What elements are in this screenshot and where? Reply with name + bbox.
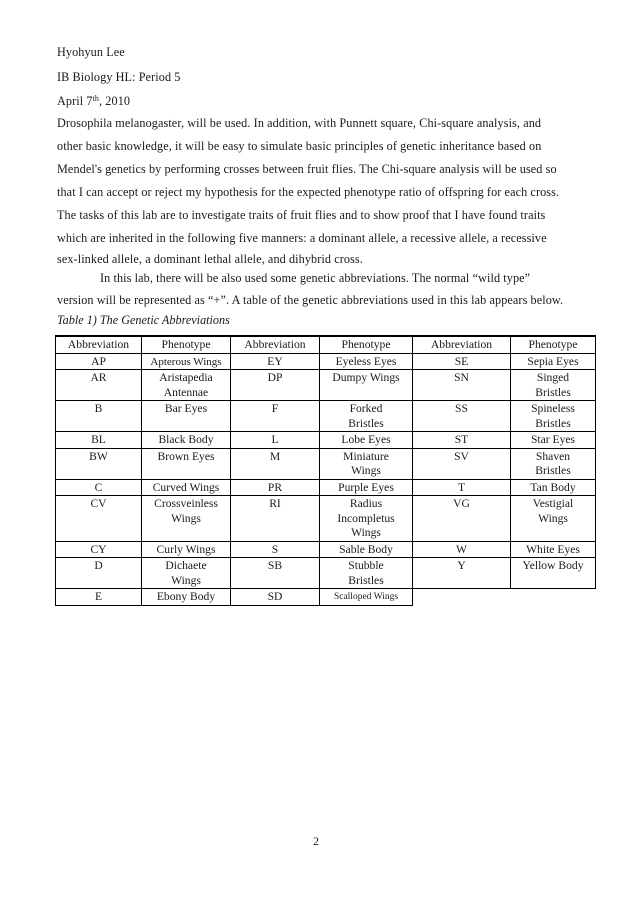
abbreviation-cell: M xyxy=(231,448,320,479)
phenotype-cell: Sable Body xyxy=(320,541,413,558)
abbreviation-cell: SE xyxy=(413,353,511,370)
phenotype-cell: White Eyes xyxy=(511,541,596,558)
phenotype-cell: Curly Wings xyxy=(142,541,231,558)
paragraph-2-line: In this lab, there will be also used some genetic abbreviations. The normal “wild type” xyxy=(100,271,531,285)
phenotype-cell: Singed Bristles xyxy=(511,370,596,401)
abbreviation-cell: DP xyxy=(231,370,320,401)
phenotype-cell: Curved Wings xyxy=(142,479,231,496)
abbreviation-cell: PR xyxy=(231,479,320,496)
table-row xyxy=(56,558,596,589)
header-abbreviation: Abbreviation xyxy=(56,336,142,353)
phenotype-cell: Yellow Body xyxy=(511,558,596,589)
date-superscript: th xyxy=(92,94,100,103)
phenotype-cell xyxy=(511,589,596,606)
phenotype-cell: Lobe Eyes xyxy=(320,432,413,449)
abbreviation-cell: ST xyxy=(413,432,511,449)
abbreviation-cell: D xyxy=(56,558,142,589)
abbreviation-cell: SN xyxy=(413,370,511,401)
phenotype-cell: Shaven Bristles xyxy=(511,448,596,479)
phenotype-cell: Scalloped Wings xyxy=(320,589,413,606)
abbreviation-cell: B xyxy=(56,401,142,432)
paragraph-1-line: The tasks of this lab are to investigate traits of fruit flies and to show proof that I have found traits xyxy=(57,208,546,222)
abbreviation-cell: CY xyxy=(56,541,142,558)
phenotype-cell: Sepia Eyes xyxy=(511,353,596,370)
author-name: Hyohyun Lee xyxy=(57,45,125,59)
date-line xyxy=(57,94,130,109)
phenotype-cell: Eyeless Eyes xyxy=(320,353,413,370)
phenotype-cell: Dumpy Wings xyxy=(320,370,413,401)
paragraph-1-line: which are inherited in the following five manners: a dominant allele, a recessive allele, a recessive xyxy=(57,231,547,245)
table-row xyxy=(56,496,596,542)
table-row xyxy=(56,432,596,449)
phenotype-cell: Stubble Bristles xyxy=(320,558,413,589)
abbreviation-cell: F xyxy=(231,401,320,432)
header-abbreviation: Abbreviation xyxy=(231,336,320,353)
page-number: 2 xyxy=(313,834,319,848)
abbreviation-cell: T xyxy=(413,479,511,496)
abbreviation-cell: VG xyxy=(413,496,511,542)
abbreviation-cell xyxy=(413,589,511,606)
table-row xyxy=(56,448,596,479)
phenotype-cell: Apterous Wings xyxy=(142,353,231,370)
table-row xyxy=(56,370,596,401)
phenotype-cell: Miniature Wings xyxy=(320,448,413,479)
abbreviation-cell: EY xyxy=(231,353,320,370)
table-row xyxy=(56,401,596,432)
table-header-row xyxy=(56,336,596,353)
table-caption: Table 1) The Genetic Abbreviations xyxy=(57,313,230,327)
phenotype-cell: Black Body xyxy=(142,432,231,449)
abbreviation-cell: E xyxy=(56,589,142,606)
abbreviation-cell: AR xyxy=(56,370,142,401)
header-phenotype: Phenotype xyxy=(511,336,596,353)
table-row xyxy=(56,541,596,558)
paragraph-1-line: that I can accept or reject my hypothesis for the expected phenotype ratio of offspring for each cross. xyxy=(57,185,560,199)
phenotype-cell: Dichaete Wings xyxy=(142,558,231,589)
paragraph-1-line: Drosophila melanogaster, will be used. In addition, with Punnett square, Chi-square analysis, and xyxy=(57,116,542,130)
abbreviation-cell: SB xyxy=(231,558,320,589)
phenotype-cell: Purple Eyes xyxy=(320,479,413,496)
date-main: April 7 xyxy=(57,94,93,108)
phenotype-cell: Radius Incompletus Wings xyxy=(320,496,413,542)
phenotype-cell: Vestigial Wings xyxy=(511,496,596,542)
phenotype-cell: Bar Eyes xyxy=(142,401,231,432)
header-phenotype: Phenotype xyxy=(320,336,413,353)
table-row xyxy=(56,589,596,606)
phenotype-cell: Tan Body xyxy=(511,479,596,496)
abbreviation-cell: SS xyxy=(413,401,511,432)
course-line: IB Biology HL: Period 5 xyxy=(57,70,181,84)
table-row xyxy=(56,479,596,496)
abbreviation-cell: BL xyxy=(56,432,142,449)
abbreviation-cell: L xyxy=(231,432,320,449)
phenotype-cell: Aristapedia Antennae xyxy=(142,370,231,401)
paragraph-2-line: version will be represented as “+”. A table of the genetic abbreviations used in this lab appears below. xyxy=(57,293,564,307)
abbreviation-cell: BW xyxy=(56,448,142,479)
paragraph-1-line: Mendel's genetics by performing crosses between fruit flies. The Chi-square analysis will be used so xyxy=(57,162,557,176)
abbreviation-cell: CV xyxy=(56,496,142,542)
phenotype-cell: Forked Bristles xyxy=(320,401,413,432)
abbreviation-cell: RI xyxy=(231,496,320,542)
abbreviation-cell: C xyxy=(56,479,142,496)
header-phenotype: Phenotype xyxy=(142,336,231,353)
phenotype-cell: Spineless Bristles xyxy=(511,401,596,432)
abbreviation-cell: W xyxy=(413,541,511,558)
date-year: , 2010 xyxy=(99,94,131,108)
paragraph-1-line: other basic knowledge, it will be easy to simulate basic principles of genetic inheritance based on xyxy=(57,139,542,153)
phenotype-cell: Brown Eyes xyxy=(142,448,231,479)
abbreviation-table xyxy=(55,335,596,606)
header-abbreviation: Abbreviation xyxy=(413,336,511,353)
phenotype-cell: Ebony Body xyxy=(142,589,231,606)
phenotype-cell: Crossveinless Wings xyxy=(142,496,231,542)
table-row xyxy=(56,353,596,370)
phenotype-cell: Star Eyes xyxy=(511,432,596,449)
abbreviation-cell: SV xyxy=(413,448,511,479)
paragraph-1-line: sex-linked allele, a dominant lethal allele, and dihybrid cross. xyxy=(57,252,363,266)
abbreviation-cell: SD xyxy=(231,589,320,606)
abbreviation-cell: S xyxy=(231,541,320,558)
abbreviation-cell: AP xyxy=(56,353,142,370)
abbreviation-cell: Y xyxy=(413,558,511,589)
